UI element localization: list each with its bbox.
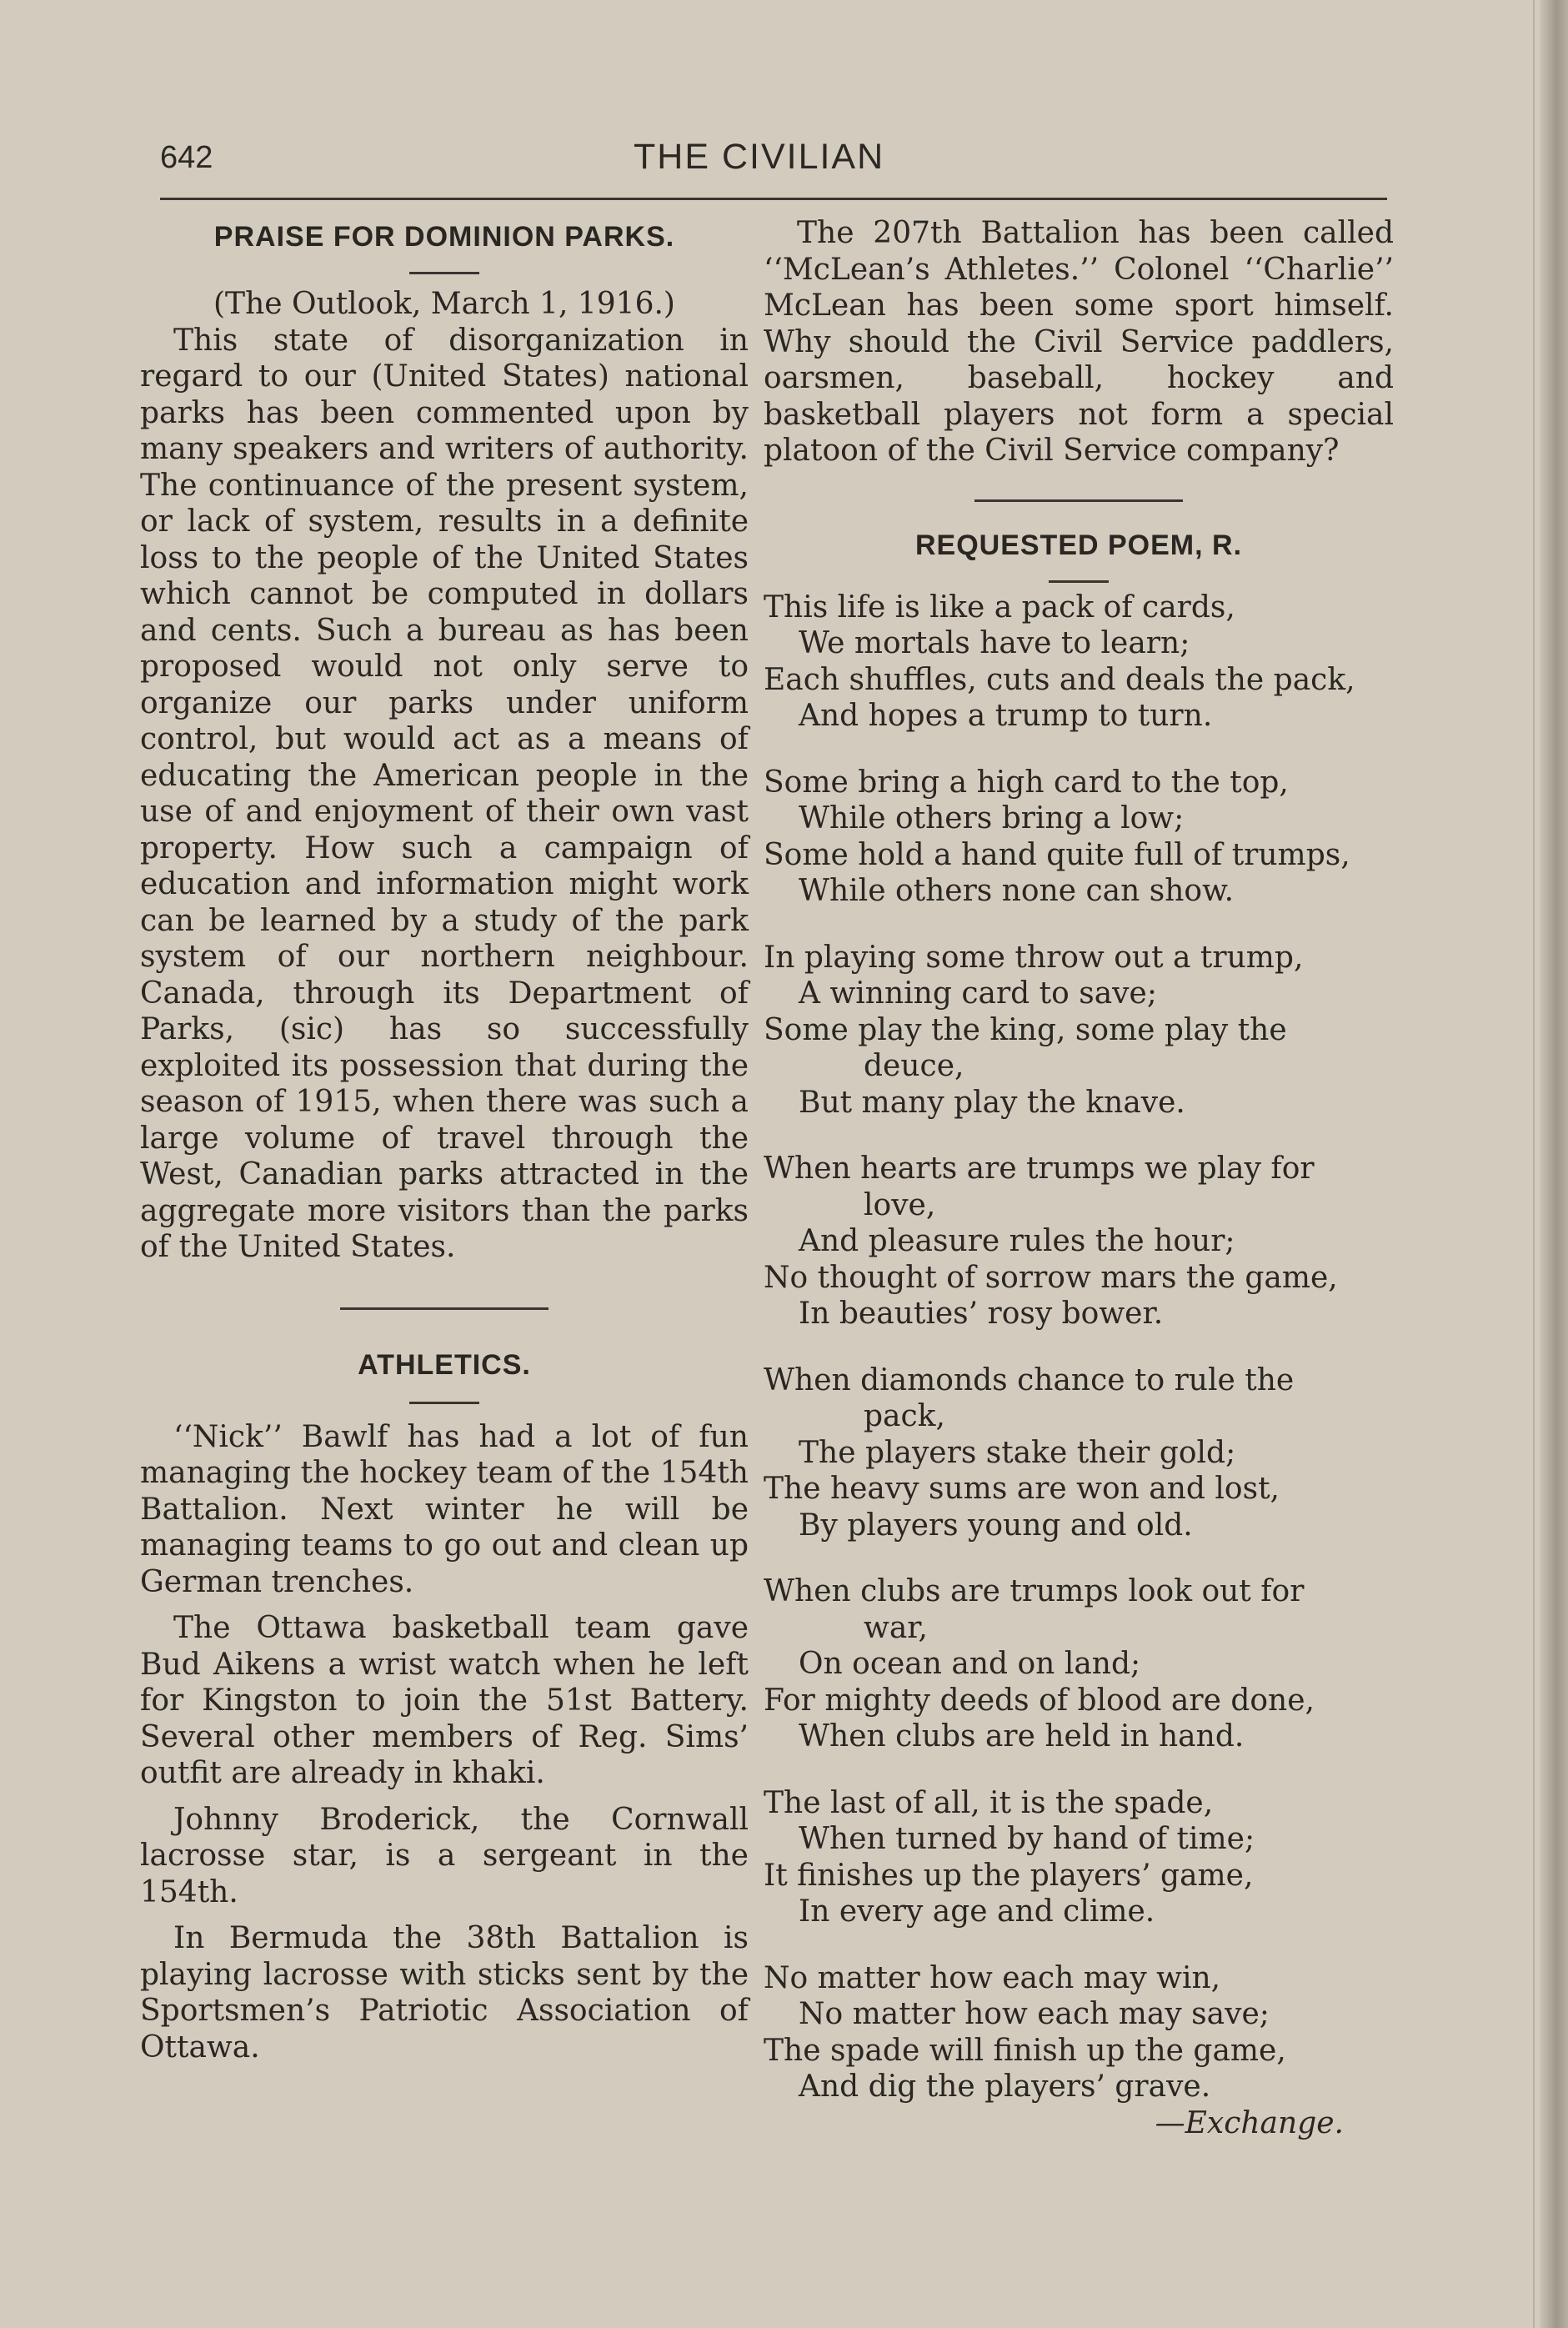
poem-line: This life is like a pack of cards, bbox=[764, 590, 1235, 625]
poem-line: And dig the players’ grave. bbox=[799, 2070, 1211, 2104]
athletics-paragraph: In Bermuda the 38th Battalion is playing lacrosse with sticks sent by the Sportsmen’s Patriotic Association of Ottawa. bbox=[140, 1921, 749, 2065]
athletics-title: ATHLETICS. bbox=[358, 1348, 531, 1381]
page-fold-line bbox=[1533, 0, 1535, 2328]
poem-line: While others bring a low; bbox=[799, 801, 1185, 835]
poem-line: The heavy sums are won and lost, bbox=[764, 1472, 1280, 1506]
poem-line: In playing some throw out a trump, bbox=[764, 940, 1304, 975]
poem-line: The players stake their gold; bbox=[799, 1435, 1236, 1470]
poem-stanza bbox=[764, 1960, 1394, 2105]
parks-source: (The Outlook, March 1, 1916.) bbox=[213, 287, 675, 321]
poem-line: Some hold a hand quite full of trumps, bbox=[764, 837, 1350, 872]
poem-stanza bbox=[764, 1573, 1394, 1755]
parks-body: This state of disorganization in regard to our (United States) national parks has been commented upon by many speakers and writers of authority. The continuance of the present system, or lack of system, results in a definite loss to the people of the United States which cannot be computed in dollars and cents. Such a bureau as has been proposed would not only serve to organize our parks under uniform control, but would act as a means of educating the American people in the use of and enjoyment of their own vast property. How such a campaign of education and information might work can be learned by a study of the park system of our northern neighbour. Canada, through its Department of Parks, (sic) has so successfully exploited its possession that during the season of 1915, when there was such a large volume of travel through the West, Canadian parks attracted in the aggregate more visitors than the parks of the United States. bbox=[140, 323, 749, 1264]
poem-line: No matter how each may save; bbox=[799, 1997, 1270, 2031]
poem-line: love, bbox=[864, 1187, 936, 1222]
athletics-paragraph: The Ottawa basketball team gave Bud Aikens a wrist watch when he left for Kingston to join the 51st Battery. Several other members of Reg. Sims’ outfit are already in khaki. bbox=[140, 1611, 749, 1790]
poem-line: It finishes up the players’ game, bbox=[764, 1858, 1254, 1893]
title-rule bbox=[1049, 580, 1109, 583]
poem-stanza bbox=[764, 590, 1394, 735]
header-rule bbox=[160, 198, 1387, 200]
poem-line: Some bring a high card to the top, bbox=[764, 765, 1289, 800]
page-number: 642 bbox=[160, 140, 213, 175]
section-rule bbox=[974, 499, 1183, 502]
right-column bbox=[764, 215, 1394, 2141]
poem-line: No matter how each may win, bbox=[764, 1960, 1221, 1995]
poem-line: For mighty deeds of blood are done, bbox=[764, 1683, 1315, 1718]
poem-line: When clubs are held in hand. bbox=[799, 1719, 1245, 1754]
poem-line: pack, bbox=[864, 1399, 945, 1433]
publication-title: THE CIVILIAN bbox=[634, 137, 885, 177]
poem-stanza bbox=[764, 1151, 1394, 1332]
poem-line: When diamonds chance to rule the bbox=[764, 1362, 1295, 1397]
poem-line: When clubs are trumps look out for bbox=[764, 1574, 1305, 1608]
page-edge bbox=[1540, 0, 1568, 2328]
left-column bbox=[140, 215, 749, 2065]
poem-line: We mortals have to learn; bbox=[799, 626, 1190, 660]
athletics-paragraph: Johnny Broderick, the Cornwall lacrosse star, is a sergeant in the 154th. bbox=[140, 1802, 749, 1909]
poem-line: No thought of sorrow mars the game, bbox=[764, 1260, 1338, 1295]
poem-line: When hearts are trumps we play for bbox=[764, 1151, 1315, 1186]
poem-stanza bbox=[764, 1785, 1394, 1930]
title-rule bbox=[409, 272, 479, 274]
poem-line: A winning card to save; bbox=[799, 976, 1157, 1011]
title-rule bbox=[409, 1402, 479, 1404]
poem-line: war, bbox=[864, 1610, 928, 1645]
poem-line: In every age and clime. bbox=[799, 1894, 1155, 1929]
poem-line: By players young and old. bbox=[799, 1508, 1193, 1543]
poem-line: The spade will finish up the game, bbox=[764, 2033, 1286, 2068]
poem-line: deuce, bbox=[864, 1049, 964, 1083]
poem-line: While others none can show. bbox=[799, 874, 1235, 908]
poem-credit: —Exchange. bbox=[1155, 2105, 1344, 2140]
poem-stanza bbox=[764, 1362, 1394, 1544]
poem-line: And hopes a trump to turn. bbox=[799, 699, 1213, 733]
poem-line: On ocean and on land; bbox=[799, 1647, 1141, 1681]
poem-line: The last of all, it is the spade, bbox=[764, 1785, 1214, 1820]
poem-line: And pleasure rules the hour; bbox=[799, 1224, 1235, 1258]
poem-line: Some play the king, some play the bbox=[764, 1012, 1287, 1047]
poem-line: In beauties’ rosy bower. bbox=[799, 1297, 1164, 1331]
poem-line: When turned by hand of time; bbox=[799, 1822, 1255, 1856]
poem-stanza bbox=[764, 765, 1394, 910]
poem-line: Each shuffles, cuts and deals the pack, bbox=[764, 662, 1355, 697]
section-rule bbox=[340, 1307, 549, 1310]
poem-stanza bbox=[764, 940, 1394, 1121]
parks-title: PRAISE FOR DOMINION PARKS. bbox=[213, 221, 675, 253]
poem-title: REQUESTED POEM, R. bbox=[914, 529, 1243, 561]
athletics-paragraph: ‘‘Nick’’ Bawlf has had a lot of fun managing the hockey team of the 154th Battalion. Next winter he will be managing teams to go out and clean up German trenches. bbox=[140, 1419, 749, 1599]
poem-line: But many play the knave. bbox=[799, 1085, 1185, 1120]
athletics-paragraph: The 207th Battalion has been called ‘‘McLean’s Athletes.’’ Colonel ‘‘Charlie’’ McLean has been some sport himself. Why should the Civil Service paddlers, oarsmen, baseball, hockey and basketball players not form a special platoon of the Civil Service company? bbox=[764, 216, 1394, 468]
